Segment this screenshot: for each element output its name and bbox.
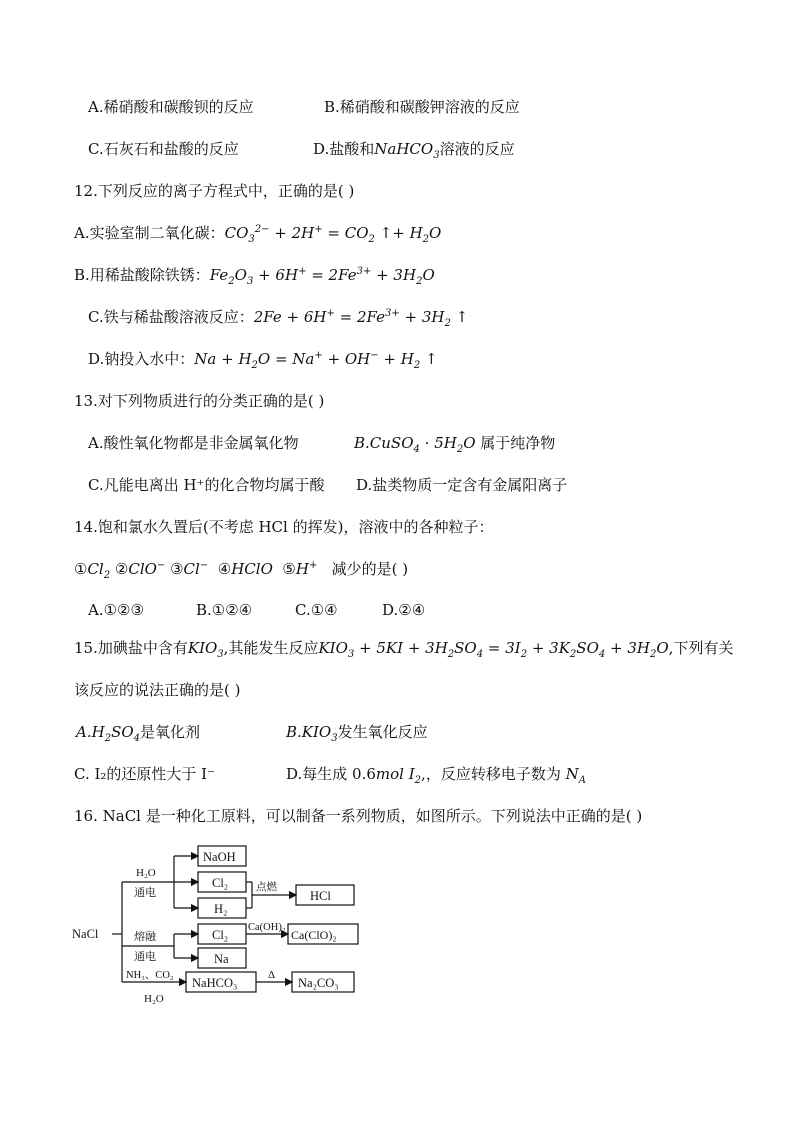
diagram-cond1-bottom: 通电 xyxy=(134,887,156,899)
diagram-source: NaCl xyxy=(72,927,99,941)
diagram-cond3-top: NH₃、CO₂ xyxy=(126,970,174,981)
diagram-cond3-bottom: H₂O xyxy=(144,993,164,1005)
q14-tail: 减少的是( ) xyxy=(331,560,409,578)
q14-option-c: C.①④ xyxy=(295,601,338,619)
box-na2co3: Na₂CO₃ xyxy=(298,976,339,990)
q11-option-d xyxy=(313,139,515,159)
q15-stem-line2: 该反应的说法正确的是( ) xyxy=(74,681,241,699)
q12-option-a: A.实验室制二氧化碳：$CO_3^{2-} + 2H^+ = CO_2$ ↑+ $H_2O$ xyxy=(74,224,442,245)
diagram-cond1-top: H₂O xyxy=(136,867,156,879)
box-nahco3: NaHCO₃ xyxy=(192,976,238,990)
q14-stem: 14.饱和氯水久置后(不考虑 HCl 的挥发)，溶液中的各种粒子： xyxy=(74,518,494,536)
box-na: Na xyxy=(214,952,229,966)
q15-option-d: D.每生成 0.6mol $I_2$,，反应转移电子数为 $N_A$ xyxy=(286,765,586,786)
q13-option-c: C.凡能电离出 H⁺的化合物均属于酸 xyxy=(88,476,325,494)
q12-option-d: D.钠投入水中：$Na + H_2O = Na^+ + OH^- + H_2$ ↑ xyxy=(88,350,438,371)
label-heat: Δ xyxy=(268,969,276,981)
q13-option-a: A.酸性氧化物都是非金属氧化物 xyxy=(88,434,299,452)
diagram-cond2-bottom: 通电 xyxy=(134,951,156,963)
q13-option-d: D.盐类物质一定含有金属阳离子 xyxy=(356,476,568,494)
box-caclo2: Ca(ClO)₂ xyxy=(291,928,337,942)
box-h2: H₂ xyxy=(214,902,228,916)
q13-option-b: B.CuSO$_4$ · $5H_2O$ 属于纯净物 xyxy=(354,434,556,455)
q14-option-b: B.①②④ xyxy=(196,601,253,619)
q16-stem: 16. NaCl 是一种化工原料，可以制备一系列物质，如图所示。下列说法中正确的是( ) xyxy=(74,807,643,825)
box-hcl: HCl xyxy=(310,889,331,903)
q15-option-a: $A.H_2SO_4$是氧化剂 xyxy=(76,723,201,744)
q11-option-c: C.石灰石和盐酸的反应 xyxy=(88,140,239,158)
label-caoh2: Ca(OH)₂ xyxy=(248,922,286,933)
q12-stem: 12.下列反应的离子方程式中，正确的是( ) xyxy=(74,182,355,200)
label-ignite: 点燃 xyxy=(256,882,277,893)
q11-option-d-formula: NaHCO$_3$ xyxy=(374,140,440,161)
q11-option-d-post: 溶液的反应 xyxy=(439,140,515,158)
q15-stem: 15.加碘盐中含有$KIO_3$,其能发生反应$KIO_3 + 5KI + 3H_2SO_4 = 3I_2 + 3K_2SO_4 + 3H_2O$,下列有关 xyxy=(74,639,734,660)
q11-option-d-pre: D.盐酸和 xyxy=(313,140,375,158)
q12-option-c: C.铁与稀盐酸溶液反应：$2Fe + 6H^+ = 2Fe^{3+} + 3H_2$ ↑ xyxy=(88,308,469,329)
q15-option-c: C. I₂的还原性大于 I⁻ xyxy=(74,765,216,783)
nacl-reaction-diagram xyxy=(70,840,370,1010)
q12-option-b: B.用稀盐酸除铁锈：$Fe_2O_3 + 6H^+ = 2Fe^{3+} + 3H_2O$ xyxy=(74,266,435,287)
box-cl2-b: Cl₂ xyxy=(212,928,229,942)
box-cl2-a: Cl₂ xyxy=(212,876,229,890)
q15-option-b: $B.KIO_3$发生氧化反应 xyxy=(286,723,428,744)
q11-option-a: A.稀硝酸和碳酸钡的反应 xyxy=(88,98,254,116)
box-naoh: NaOH xyxy=(203,850,236,864)
q14-option-d: D.②④ xyxy=(382,601,426,619)
q13-stem: 13.对下列物质进行的分类正确的是( ) xyxy=(74,392,325,410)
diagram-cond2-top: 熔融 xyxy=(134,931,156,943)
q14-option-a: A.①②③ xyxy=(88,601,144,619)
q11-option-b: B.稀硝酸和碳酸钾溶液的反应 xyxy=(324,98,520,116)
q14-particles: $①Cl_2$ ②ClO− ③Cl− ④HClO ⑤H+ 减少的是( ) xyxy=(74,560,409,581)
